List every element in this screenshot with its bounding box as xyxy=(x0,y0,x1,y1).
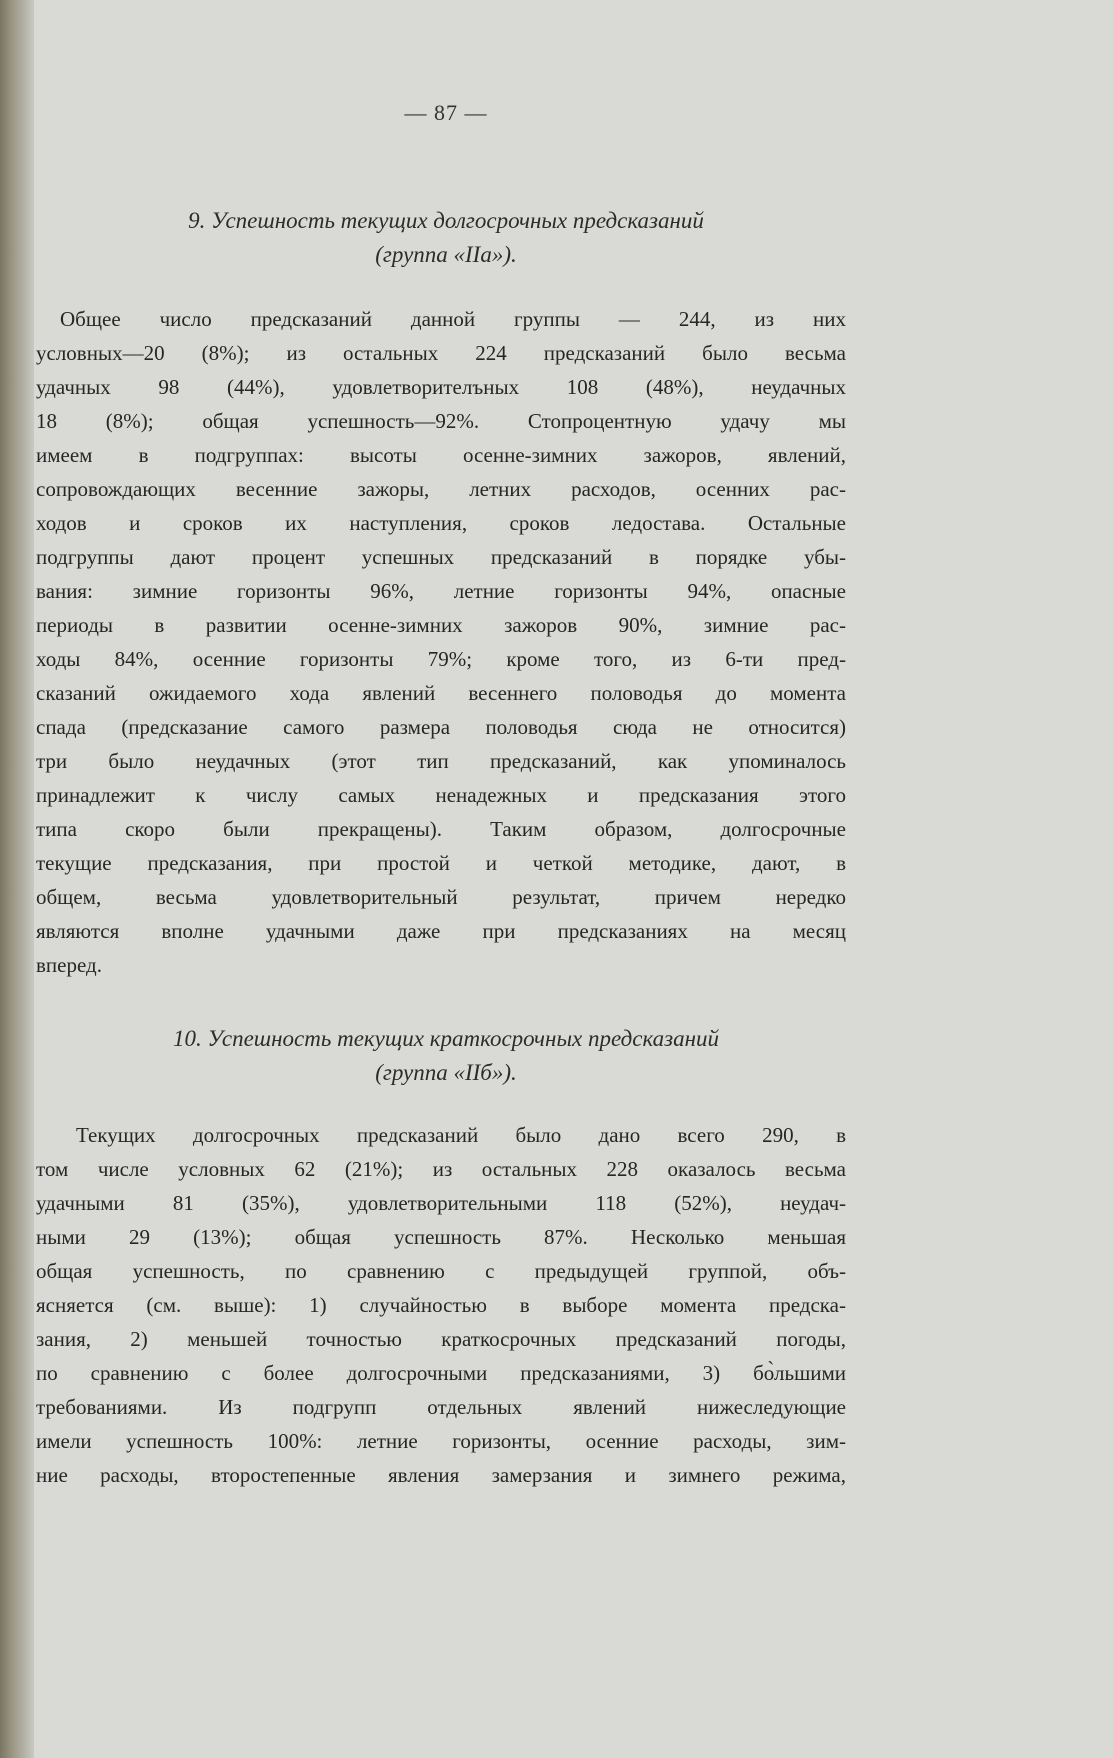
paragraph-line: ние расходы, второстепенные явления замерзания и зимнего режима, xyxy=(36,1463,846,1487)
paragraph-line: ходы 84%, осенние горизонты 79%; кроме того, из 6-ти пред- xyxy=(36,647,846,671)
section-10-paragraph xyxy=(36,1118,846,1492)
section-9-paragraph xyxy=(36,302,846,982)
paragraph-line: подгруппы дают процент успешных предсказаний в порядке убы- xyxy=(36,545,846,569)
paragraph-line: условных—20 (8%); из остальных 224 предсказаний было весьма xyxy=(36,341,846,365)
paragraph-line: имеем в подгруппах: высоты осенне-зимних зажоров, явлений, xyxy=(36,443,846,467)
paragraph-line: являются вполне удачными даже при предсказаниях на месяц xyxy=(36,919,846,943)
paragraph-line: вперед. xyxy=(36,953,102,977)
paragraph-line: ходов и сроков их наступления, сроков ледостава. Остальные xyxy=(36,511,846,535)
paragraph-line: Общее число предсказаний данной группы — 244, из них xyxy=(60,307,846,331)
paragraph-line: зания, 2) меньшей точностью краткосрочных предсказаний погоды, xyxy=(36,1327,846,1351)
paragraph-line: Текущих долгосрочных предсказаний было дано всего 290, в xyxy=(76,1123,846,1147)
paragraph-line: спада (предсказание самого размера половодья сюда не относится) xyxy=(36,715,846,739)
section-9-heading-line-2: (группа «IIа»). xyxy=(375,242,517,267)
paragraph-line: общая успешность, по сравнению с предыдущей группой, объ- xyxy=(36,1259,846,1283)
section-10-heading-line-1: 10. Успешность текущих краткосрочных предсказаний xyxy=(172,1026,720,1051)
section-9-heading-line-1: 9. Успешность текущих долгосрочных предсказаний xyxy=(188,208,704,233)
paragraph-line: принадлежит к числу самых ненадежных и предсказания этого xyxy=(36,783,846,807)
paragraph-line: сказаний ожидаемого хода явлений весеннего половодья до момента xyxy=(36,681,846,705)
paragraph-line: периоды в развитии осенне-зимних зажоров 90%, зимние рас- xyxy=(36,613,846,637)
section-10-heading-line-2: (группа «IIб»). xyxy=(375,1060,517,1085)
paragraph-line: три было неудачных (этот тип предсказаний, как упоминалось xyxy=(36,749,846,773)
page-number: — 87 — xyxy=(404,100,488,125)
paragraph-line: имели успешность 100%: летние горизонты, осенние расходы, зим- xyxy=(36,1429,846,1453)
paragraph-line: вания: зимние горизонты 96%, летние горизонты 94%, опасные xyxy=(36,579,846,603)
paragraph-line: требованиями. Из подгрупп отдельных явлений нижеследующие xyxy=(36,1395,846,1419)
paragraph-line: 18 (8%); общая успешность—92%. Стопроцентную удачу мы xyxy=(36,409,846,433)
section-9-heading xyxy=(36,204,856,272)
paragraph-line: по сравнению с более долгосрочными предсказаниями, 3) бо̀льшими xyxy=(36,1361,846,1385)
paragraph-line: типа скоро были прекращены). Таким образом, долгосрочные xyxy=(36,817,846,841)
paragraph-line: текущие предсказания, при простой и четкой методике, дают, в xyxy=(36,851,846,875)
book-spine-edge xyxy=(0,0,34,1758)
paragraph-line: ясняется (см. выше): 1) случайностью в выборе момента предска- xyxy=(36,1293,846,1317)
section-10-heading xyxy=(36,1022,856,1090)
paragraph-line: ными 29 (13%); общая успешность 87%. Несколько меньшая xyxy=(36,1225,846,1249)
paragraph-line: сопровождающих весенние зажоры, летних расходов, осенних рас- xyxy=(36,477,846,501)
paragraph-line: общем, весьма удовлетворительный результат, причем нередко xyxy=(36,885,846,909)
paragraph-line: удачными 81 (35%), удовлетворительными 118 (52%), неудач- xyxy=(36,1191,846,1215)
paragraph-line: том числе условных 62 (21%); из остальных 228 оказалось весьма xyxy=(36,1157,846,1181)
paragraph-line: удачных 98 (44%), удовлетворителъных 108 (48%), неудачных xyxy=(36,375,846,399)
